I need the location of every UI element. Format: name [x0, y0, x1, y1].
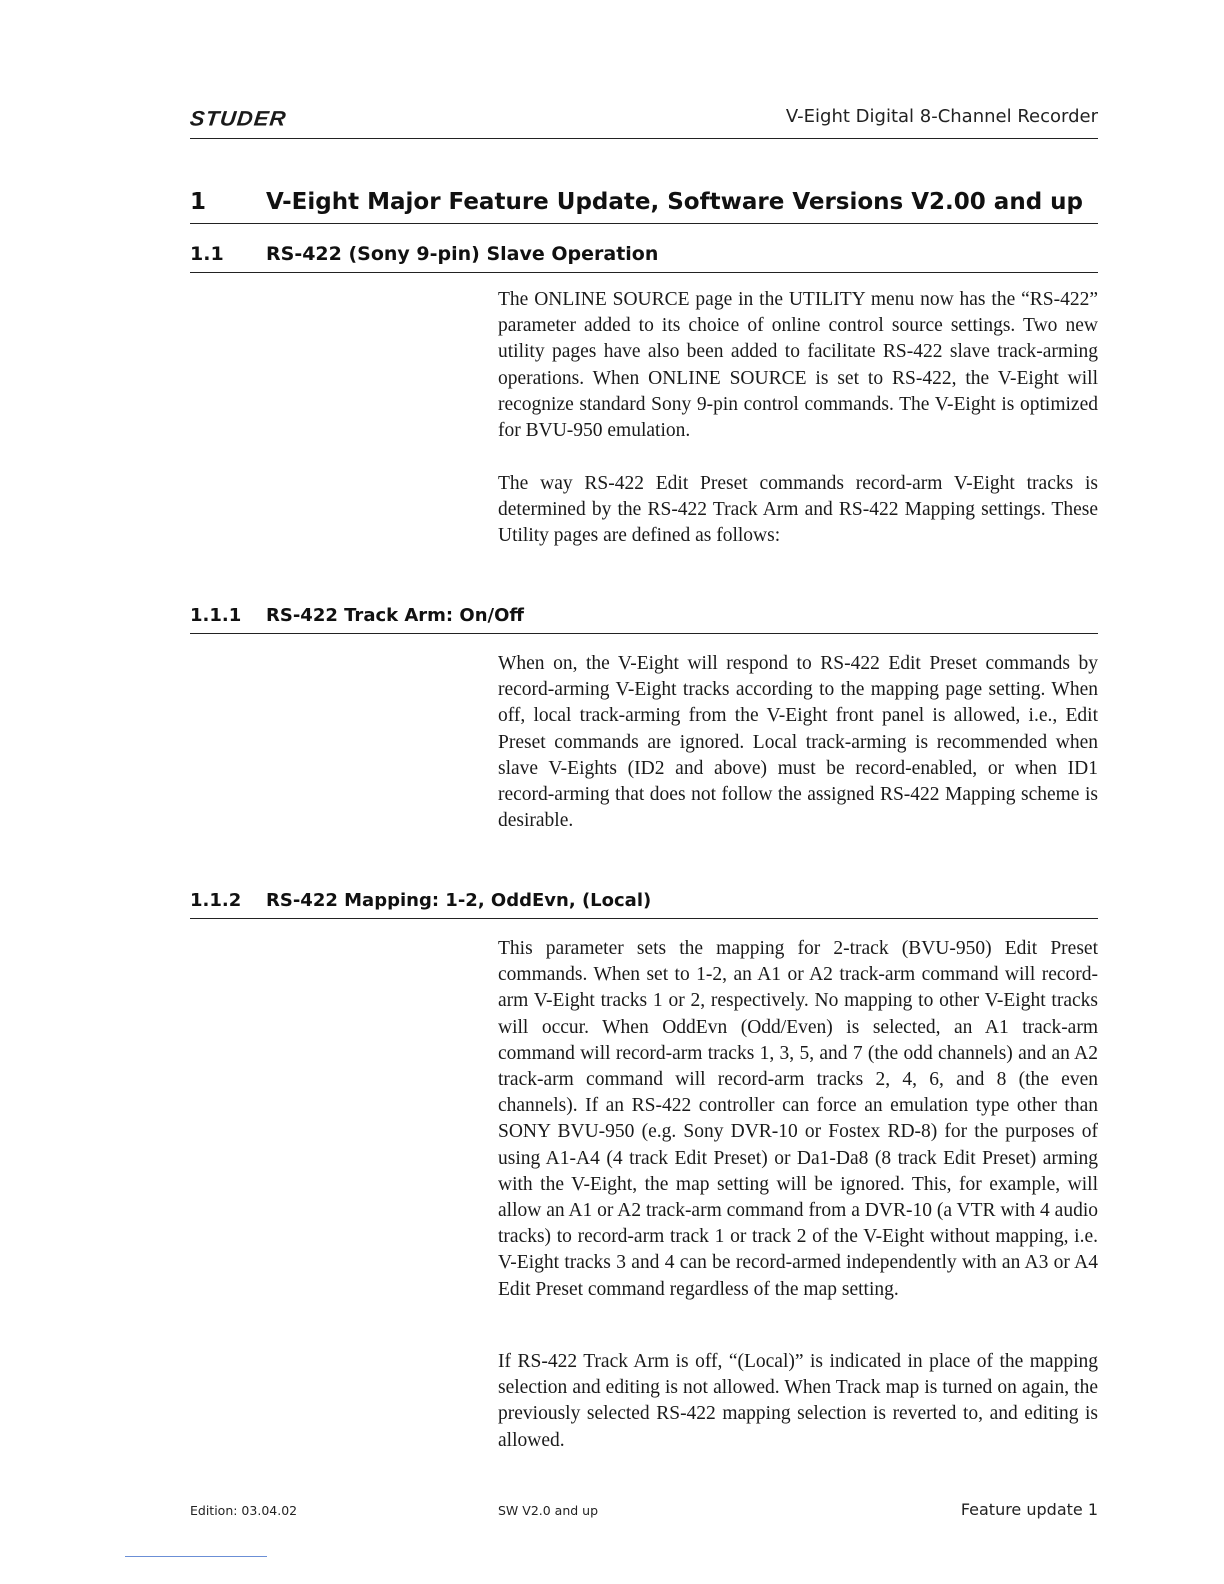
section-1-1-heading: [190, 243, 1098, 273]
section-number: 1.1.2: [190, 890, 242, 911]
section-title: RS-422 Mapping: 1-2, OddEvn, (Local): [266, 890, 652, 911]
document-title: V-Eight Digital 8-Channel Recorder: [785, 106, 1098, 127]
footer-version: SW V2.0 and up: [498, 1503, 599, 1518]
paragraph: When on, the V-Eight will respond to RS-422 Edit Preset commands by record-arming V-Eight tracks according to the mapping page setting. When off, local track-arming from the V-Eight front panel is allowed, i.e., Edit Preset commands are ignored. Local track-arming is recommended when slave V-Eights (ID2 and above) must be record-enabled, or when ID1 record-arming that does not follow the assigned RS-422 Mapping scheme is desirable.: [498, 653, 1098, 832]
paragraph: The ONLINE SOURCE page in the UTILITY menu now has the “RS-422” parameter added to its choice of online control source settings. Two new utility pages have also been added to facilitate RS-422 slave track-arming operations. When ONLINE SOURCE is set to RS-422, the V-Eight will recognize standard Sony 9-pin control commands. The V-Eight is optimized for BVU-950 emulation.: [498, 289, 1098, 442]
section-1-1-2-heading: [190, 890, 1098, 919]
page-header: [190, 104, 1098, 139]
paragraph: If RS-422 Track Arm is off, “(Local)” is indicated in place of the mapping selection and editing is not allowed. When Track map is turned on again, the previously selected RS-422 mapping selection is reverted to, and editing is allowed.: [498, 1351, 1098, 1451]
section-1-1-1-heading: [190, 605, 1098, 634]
footer-edition: Edition: 03.04.02: [190, 1503, 298, 1518]
section-title: RS-422 (Sony 9-pin) Slave Operation: [266, 243, 659, 265]
studer-logo: STUDER: [188, 106, 288, 131]
section-number: 1: [190, 189, 207, 215]
section-title: RS-422 Track Arm: On/Off: [266, 605, 524, 626]
section-1-heading: [190, 189, 1098, 224]
paragraph: This parameter sets the mapping for 2-track (BVU-950) Edit Preset commands. When set to 1-2, an A1 or A2 track-arm command will record-arm V-Eight tracks 1 or 2, respectively. No mapping to other V-Eight tracks will occur. When OddEvn (Odd/Even) is selected, an A1 track-arm command will record-arm tracks 1, 3, 5, and 7 (the odd channels) and an A2 track-arm command will record-arm tracks 2, 4, 6, and 8 (the even channels). If an RS-422 controller can force an emulation type other than SONY BVU-950 (e.g. Sony DVR-10 or Fostex RD-8) for the purposes of using A1-A4 (4 track Edit Preset) or Da1-Da8 (8 track Edit Preset) arming with the V-Eight, the map setting will be ignored. This, for example, will allow an A1 or A2 track-arm command from a DVR-10 (a VTR with 4 audio tracks) to record-arm track 1 or track 2 of the V-Eight without mapping, i.e. V-Eight tracks 3 and 4 can be record-armed independently with an A3 or A4 Edit Preset command regardless of the map setting.: [498, 938, 1098, 1300]
footer-page-number: Feature update 1: [960, 1500, 1098, 1519]
section-title: V-Eight Major Feature Update, Software Versions V2.00 and up: [266, 189, 1084, 215]
paragraph: The way RS-422 Edit Preset commands record-arm V-Eight tracks is determined by the RS-422 Track Arm and RS-422 Mapping settings. These Utility pages are defined as follows:: [498, 473, 1098, 547]
divider-line: [125, 1556, 267, 1557]
section-number: 1.1.1: [190, 605, 242, 626]
section-number: 1.1: [190, 243, 224, 265]
